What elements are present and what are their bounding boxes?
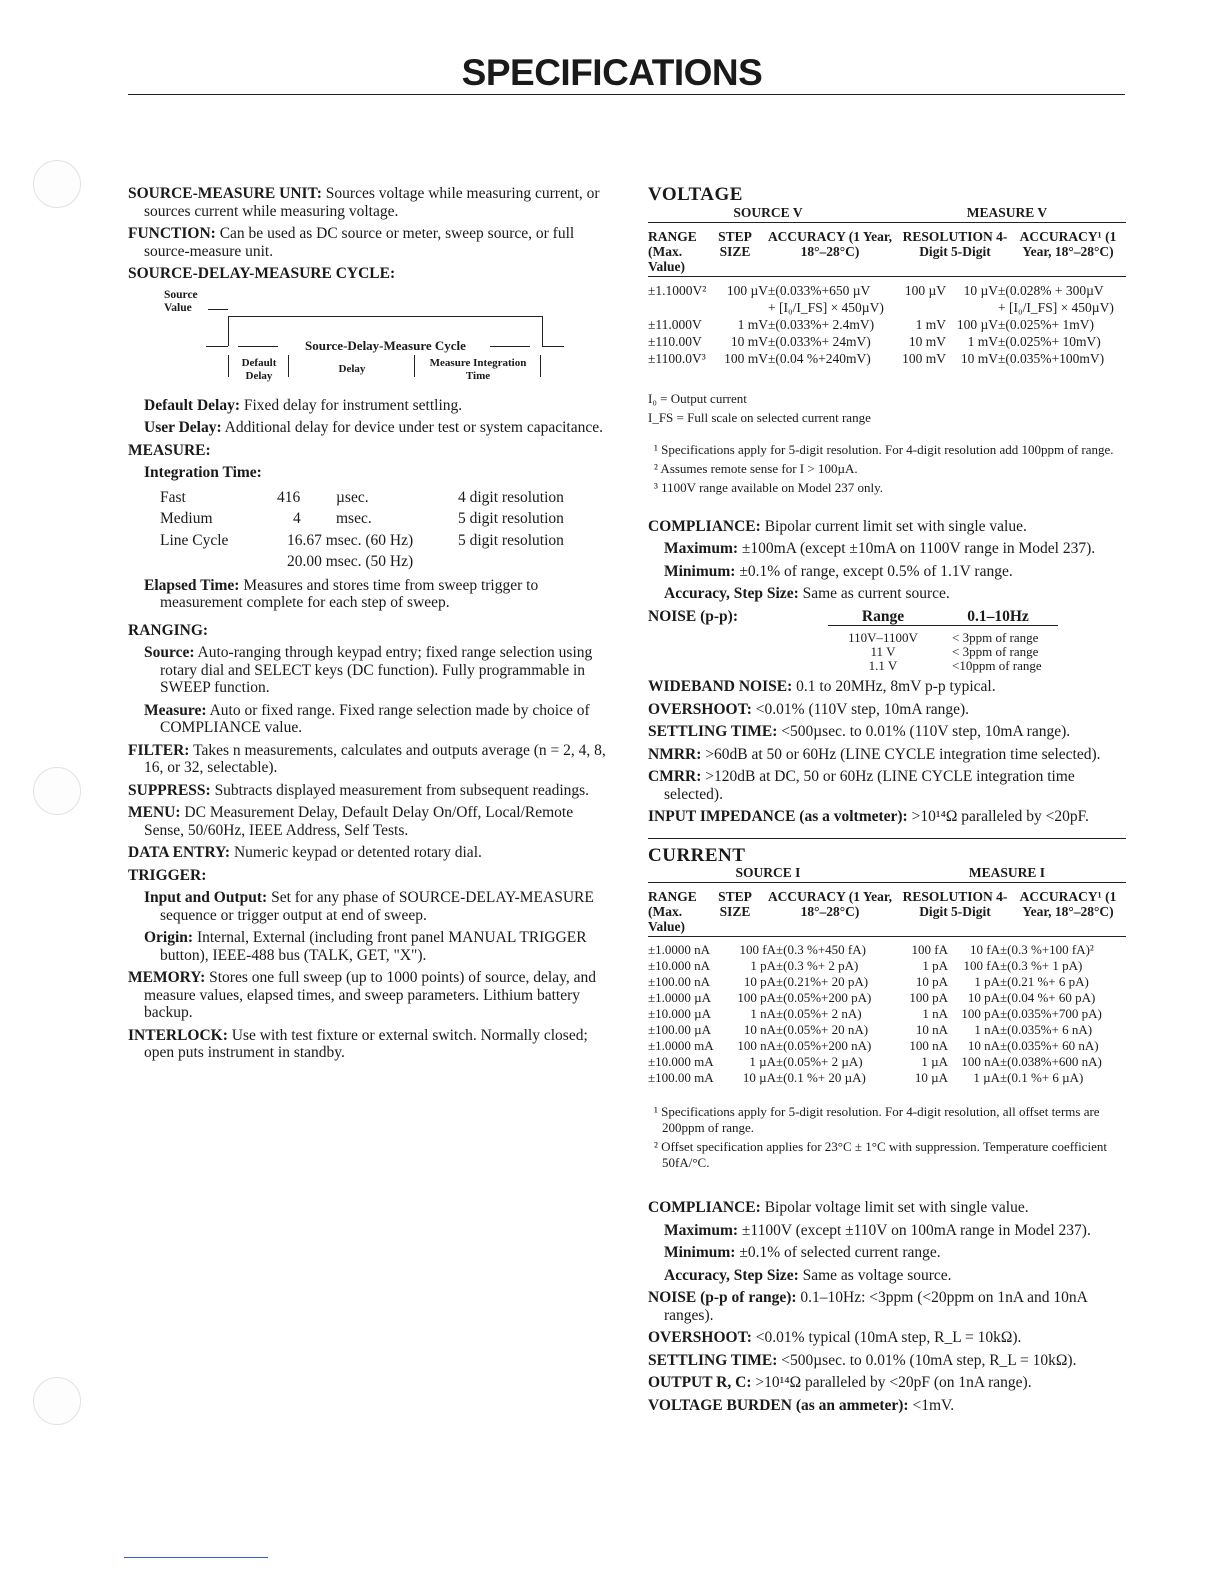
current-table-cell: ±(0.035%+ 6 nA) xyxy=(1000,1022,1093,1037)
function-spec: FUNCTION: Can be used as DC source or meter, sweep source, or full source-measure unit. xyxy=(128,225,575,260)
current-table xyxy=(648,942,1126,1086)
current-table-cell: ±(0.21 %+ 6 pA) xyxy=(1000,974,1089,989)
voltage-table-cell: ±110.00V xyxy=(648,333,702,349)
current-table-cell: ±(0.1 %+ 6 µA) xyxy=(1000,1070,1084,1085)
wideband-noise: WIDEBAND NOISE: 0.1 to 20MHz, 8mV p-p typical. xyxy=(648,678,996,695)
current-table-cell: ±(0.05%+ 20 nA) xyxy=(776,1022,869,1037)
cycle-label: Source-Delay-Measure Cycle xyxy=(305,337,466,353)
current-table-row xyxy=(648,1038,1126,1054)
current-table-cell: 100 nA xyxy=(909,1038,948,1053)
current-table-cell: 1 nA xyxy=(974,1022,1000,1037)
input-impedance: INPUT IMPEDANCE (as a voltmeter): >10¹⁴Ω paralleled by <20pF. xyxy=(648,808,1089,825)
current-table-cell: ±(0.3 %+450 fA) xyxy=(776,942,866,957)
voltage-table-cell: ±(0.025%+ 10mV) xyxy=(998,333,1101,349)
current-table-cell: 100 fA xyxy=(963,958,1000,973)
trigger-origin-spec: Origin: Internal, External (including front panel MANUAL TRIGGER button), IEEE-488 bus (TALK, GET, "X"). xyxy=(144,929,587,964)
memory-spec: MEMORY: Stores one full sweep (up to 1000 points) of source, delay, and measure values, elapsed times, and sweep parameters. Lithium battery backup. xyxy=(128,969,596,1021)
voltage-table-cell: 100 µV xyxy=(956,316,998,332)
voltage-table-cell: ±(0.028% + 300µV xyxy=(998,282,1104,298)
voltage-table xyxy=(648,282,1126,367)
noise-header: NOISE (p-p): Range 0.1–10Hz xyxy=(648,608,1126,627)
current-table-cell: ±10.000 mA xyxy=(648,1054,714,1069)
measure-time-label: Measure Integration Time xyxy=(429,356,527,382)
current-table-cell: ±(0.05%+200 nA) xyxy=(776,1038,872,1053)
voltage-table-cell: 100 µV xyxy=(726,282,768,298)
voltage-table-cell: 10 mV xyxy=(730,333,768,349)
current-table-cell: 10 nA xyxy=(967,1038,1000,1053)
current-table-cell: 10 µA xyxy=(914,1070,948,1085)
current-table-cell: 1 pA xyxy=(922,958,948,973)
current-table-cell: 10 nA xyxy=(915,1022,948,1037)
current-table-cell: ±(0.05%+200 pA) xyxy=(776,990,872,1005)
elapsed-time-spec: Elapsed Time: Measures and stores time from sweep trigger to measurement complete for each step of sweep. xyxy=(144,576,539,611)
voltage-footnote-3: ³ 1100V range available on Model 237 only. xyxy=(654,479,884,495)
voltage-table-header: RANGE (Max. Value) STEP SIZE ACCURACY (1 Year, 18°–28°C) RESOLUTION 4-Digit 5-Digit ACCURACY¹ (1 Year, 18°–28°C) xyxy=(648,222,1126,277)
user-delay-spec: User Delay: Additional delay for device under test or system capacitance. xyxy=(144,419,603,436)
right-column xyxy=(648,186,1126,1419)
cmrr-spec: CMRR: >120dB at DC, 50 or 60Hz (LINE CYCLE integration time selected). xyxy=(648,768,1075,803)
voltage-overshoot: OVERSHOOT: <0.01% (110V step, 10mA range). xyxy=(648,700,970,718)
voltage-minimum: Minimum: ±0.1% of range, except 0.5% of 1.1V range. xyxy=(664,562,1013,580)
current-table-cell: ±(0.05%+ 2 µA) xyxy=(776,1054,863,1069)
interlock-spec: INTERLOCK: Use with test fixture or external switch. Normally closed; open puts instrument in standby. xyxy=(128,1026,588,1061)
voltage-accuracy: Accuracy, Step Size: Same as current source. xyxy=(664,585,950,602)
current-table-cell: 1 µA xyxy=(749,1054,776,1069)
current-table-cell: 100 fA xyxy=(911,942,948,957)
voltage-table-cell: ±(0.033%+ 2.4mV) xyxy=(768,316,875,332)
page-title: SPECIFICATIONS xyxy=(461,52,763,93)
voltage-table-cell: + [I₀/I_FS] × 450µV) xyxy=(768,299,884,315)
left-column xyxy=(128,185,608,1067)
nmrr-spec: NMRR: >60dB at 50 or 60Hz (LINE CYCLE integration time selected). xyxy=(648,745,1101,763)
current-table-cell: ±1.0000 mA xyxy=(648,1038,714,1053)
trigger-io-spec: Input and Output: Set for any phase of SOURCE-DELAY-MEASURE sequence or trigger output at end of sweep. xyxy=(144,889,594,924)
current-table-row xyxy=(648,974,1126,990)
current-table-cell: ±100.00 µA xyxy=(648,1022,712,1037)
current-table-cell: ±(0.04 %+ 60 pA) xyxy=(1000,990,1096,1005)
ifs-note: I_FS = Full scale on selected current range xyxy=(648,409,871,425)
voltage-table-cell: 100 µV xyxy=(904,282,946,298)
current-maximum: Maximum: ±1100V (except ±110V on 100mA range in Model 237). xyxy=(664,1221,1091,1239)
current-table-cell: 10 pA xyxy=(915,974,948,989)
voltage-table-row xyxy=(648,316,1126,333)
measure-heading: MEASURE: xyxy=(128,441,211,459)
current-table-cell: ±100.00 mA xyxy=(648,1070,714,1085)
current-table-row xyxy=(648,1006,1126,1022)
voltage-table-cell: ±1.1000V² xyxy=(648,282,707,298)
current-table-cell: 10 µA xyxy=(742,1070,776,1085)
current-table-row xyxy=(648,1022,1126,1038)
current-table-cell: 100 nA xyxy=(737,1038,776,1053)
current-table-cell: 10 pA xyxy=(743,974,776,989)
current-table-cell: ±(0.21%+ 20 pA) xyxy=(776,974,869,989)
current-accuracy: Accuracy, Step Size: Same as voltage source. xyxy=(664,1266,952,1284)
current-table-cell: ±(0.038%+600 nA) xyxy=(1000,1054,1102,1069)
current-table-cell: 100 pA xyxy=(737,990,776,1005)
voltage-table-row xyxy=(648,350,1126,367)
output-rc: OUTPUT R, C: >10¹⁴Ω paralleled by <20pF (on 1nA range). xyxy=(648,1374,1032,1391)
default-delay-label: Default Delay xyxy=(241,356,277,382)
current-table-cell: 100 fA xyxy=(739,942,776,957)
current-table-cell: ±(0.3 %+ 2 pA) xyxy=(776,958,859,973)
cycle-diagram xyxy=(128,289,608,389)
current-table-cell: ±(0.3 %+ 1 pA) xyxy=(1000,958,1083,973)
current-table-cell: ±100.00 nA xyxy=(648,974,711,989)
voltage-table-cell: 100 mV xyxy=(902,350,946,366)
voltage-table-cell: 1 mV xyxy=(737,316,768,332)
current-table-cell: 100 nA xyxy=(961,1054,1000,1069)
footer-line xyxy=(124,1557,268,1558)
current-table-cell: 100 pA xyxy=(961,1006,1000,1021)
punch-hole-top xyxy=(33,160,81,208)
voltage-footnote-2: ² Assumes remote sense for I > 100µA. xyxy=(654,460,858,476)
title-rule xyxy=(128,94,1125,95)
voltage-table-cell: 1 mV xyxy=(915,316,946,332)
current-table-row xyxy=(648,990,1126,1006)
current-title: CURRENT xyxy=(648,844,746,866)
voltage-table-cell: + [I₀/I_FS] × 450µV) xyxy=(998,299,1114,315)
current-table-cell: 1 µA xyxy=(921,1054,948,1069)
current-table-row xyxy=(648,1054,1126,1070)
punch-hole-bottom xyxy=(33,1377,81,1425)
current-table-cell: ±1.0000 nA xyxy=(648,942,711,957)
voltage-settling: SETTLING TIME: <500µsec. to 0.01% (110V step, 10mA range). xyxy=(648,723,1071,740)
voltage-maximum: Maximum: ±100mA (except ±10mA on 1100V range in Model 237). xyxy=(664,540,1096,557)
current-table-cell: 10 fA xyxy=(970,942,1000,957)
voltage-table-row xyxy=(648,282,1126,299)
filter-spec: FILTER: Takes n measurements, calculates and outputs average (n = 2, 4, 8, 16, or 32, selectable). xyxy=(128,741,606,776)
voltage-title: VOLTAGE xyxy=(648,184,743,205)
cycle-heading: SOURCE-DELAY-MEASURE CYCLE: xyxy=(128,265,396,282)
voltage-burden: VOLTAGE BURDEN (as an ammeter): <1mV. xyxy=(648,1396,955,1414)
smu-spec: SOURCE-MEASURE UNIT: Sources voltage while measuring current, or sources current while measuring voltage. xyxy=(128,185,600,220)
voltage-table-cell: ±11.000V xyxy=(648,316,702,332)
voltage-table-row xyxy=(648,333,1126,350)
io-note: I₀ = Output current xyxy=(648,390,747,406)
voltage-compliance: COMPLIANCE: Bipolar current limit set with single value. xyxy=(648,517,1027,535)
ranging-heading: RANGING: xyxy=(128,621,209,639)
voltage-table-cell: 10 µV xyxy=(963,282,998,298)
voltage-table-cell xyxy=(898,299,946,316)
current-table-cell: ±(0.035%+ 60 nA) xyxy=(1000,1038,1099,1053)
current-table-cell: ±(0.1 %+ 20 µA) xyxy=(776,1070,866,1085)
menu-spec: MENU: DC Measurement Delay, Default Delay On/Off, Local/Remote Sense, 50/60Hz, IEEE Address, Self Tests. xyxy=(128,804,574,839)
voltage-table-cell: 1 mV xyxy=(967,333,998,349)
voltage-table-cell: ±(0.04 %+240mV) xyxy=(768,350,871,366)
current-table-cell: ±(0.3 %+100 fA)² xyxy=(1000,942,1094,957)
voltage-table-cell: ±(0.033%+ 24mV) xyxy=(768,333,871,349)
current-settling: SETTLING TIME: <500µsec. to 0.01% (10mA step, R_L = 10kΩ). xyxy=(648,1351,1077,1369)
current-table-row xyxy=(648,942,1126,958)
current-rule xyxy=(648,838,1126,839)
current-table-cell: 10 pA xyxy=(967,990,1000,1005)
measure-ranging-spec: Measure: Auto or fixed range. Fixed range selection made by choice of COMPLIANCE value. xyxy=(144,701,590,736)
voltage-footnote-1: ¹ Specifications apply for 5-digit resolution. For 4-digit resolution add 100ppm of range. xyxy=(654,441,1114,457)
voltage-table-cell: ±1100.0V³ xyxy=(648,350,706,366)
current-table-cell: 10 nA xyxy=(743,1022,776,1037)
current-table-cell: 100 pA xyxy=(909,990,948,1005)
noise-table: 110V–1100V < 3ppm of range 11 V < 3ppm of range 1.1 V <10ppm of range xyxy=(848,630,1042,673)
data-entry-spec: DATA ENTRY: Numeric keypad or detented rotary dial. xyxy=(128,844,482,861)
current-footnote-2: ² Offset specification applies for 23°C ± 1°C with suppression. Temperature coefficient 50fA/°C. xyxy=(654,1139,1108,1170)
current-table-row xyxy=(648,1070,1126,1086)
current-table-cell: ±10.000 µA xyxy=(648,1006,712,1021)
current-table-row xyxy=(648,958,1126,974)
voltage-table-cell xyxy=(720,299,768,316)
delay-label: Delay xyxy=(338,362,366,375)
current-table-cell: ±1.0000 µA xyxy=(648,990,712,1005)
voltage-table-cell xyxy=(648,299,720,316)
current-compliance: COMPLIANCE: Bipolar voltage limit set with single value. xyxy=(648,1199,1029,1216)
current-table-cell: 1 pA xyxy=(974,974,1000,989)
current-footnote-1: ¹ Specifications apply for 5-digit resolution. For 4-digit resolution, all offset terms are 200ppm of range. xyxy=(654,1104,1100,1135)
current-table-cell: 1 nA xyxy=(750,1006,776,1021)
voltage-table-cell xyxy=(946,299,998,316)
source-ranging-spec: Source: Auto-ranging through keypad entry; fixed range selection using rotary dial and SELECT keys (DC function). Fully programmable in SWEEP function. xyxy=(144,644,593,696)
voltage-group-labels: SOURCE V MEASURE V xyxy=(733,204,1048,220)
punch-hole-middle xyxy=(33,767,81,815)
current-table-cell: ±10.000 nA xyxy=(648,958,711,973)
current-table-cell: 1 µA xyxy=(973,1070,1000,1085)
integration-table: Fast 416 µsec. 4 digit resolution Medium 4 msec. 5 digit resolution Line Cycle 16.67 msec. (60 Hz) 5 digit resolution 20.00 msec. (50 Hz) xyxy=(160,488,564,570)
trigger-heading: TRIGGER: xyxy=(128,866,207,884)
current-noise: NOISE (p-p of range): 0.1–10Hz: <3ppm (<20ppm on 1nA and 10nA ranges). xyxy=(648,1289,1087,1324)
voltage-table-cell: 10 mV xyxy=(908,333,946,349)
current-table-cell: ±(0.05%+ 2 nA) xyxy=(776,1006,862,1021)
voltage-table-cell: 10 mV xyxy=(960,350,998,366)
current-table-header: RANGE (Max. Value) STEP SIZE ACCURACY (1 Year, 18°–28°C) RESOLUTION 4-Digit 5-Digit ACCURACY¹ (1 Year, 18°–28°C) xyxy=(648,882,1126,937)
current-table-cell: 1 nA xyxy=(922,1006,948,1021)
voltage-table-cell: ±(0.033%+650 µV xyxy=(768,282,871,298)
current-table-cell: 1 pA xyxy=(750,958,776,973)
voltage-table-cell: ±(0.025%+ 1mV) xyxy=(998,316,1095,332)
default-delay-spec: Default Delay: Fixed delay for instrument settling. xyxy=(144,396,463,414)
integration-heading: Integration Time: xyxy=(144,464,262,481)
suppress-spec: SUPPRESS: Subtracts displayed measurement from subsequent readings. xyxy=(128,781,590,799)
voltage-table-row xyxy=(648,299,1126,316)
source-value-label: Source Value xyxy=(164,288,198,314)
voltage-table-cell: 100 mV xyxy=(724,350,768,366)
current-minimum: Minimum: ±0.1% of selected current range. xyxy=(664,1244,941,1261)
current-group-labels: SOURCE I MEASURE I xyxy=(735,865,1046,880)
current-table-cell: ±(0.035%+700 pA) xyxy=(1000,1006,1102,1021)
current-overshoot: OVERSHOOT: <0.01% typical (10mA step, R_L = 10kΩ). xyxy=(648,1329,1022,1346)
voltage-table-cell: ±(0.035%+100mV) xyxy=(998,350,1105,366)
